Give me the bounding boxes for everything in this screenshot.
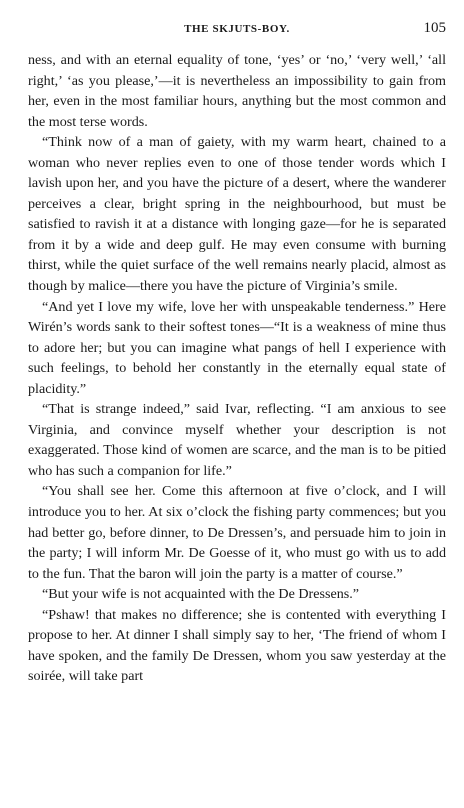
running-title: THE SKJUTS-BOY. — [184, 23, 290, 35]
paragraph: “Think now of a man of gaiety, with my warm heart, chained to a woman who never replies even to one of those tender words which I lavish upon her, and you have the picture of a desert, where the wanderer perceives a clear, bright spring in the neighbourhood, but must be satisfied to ravish it at a distance with longing gaze—for he is separated from it by a wide and deep gulf. He may even consume with burning thirst, while the quiet surface of the well remains nearly placid, almost as though by malice—there you have the picture of Virginia’s smile. — [28, 134, 446, 295]
page-number: 105 — [423, 20, 446, 36]
running-header — [28, 20, 446, 38]
paragraph: “That is strange indeed,” said Ivar, reflecting. “I am anxious to see Virginia, and convince myself whether your description is not exaggerated. Those kind of women are scarce, and the man is to be pitied who has such a companion for life.” — [28, 401, 446, 479]
paragraph: “Pshaw! that makes no difference; she is contented with everything I propose to her. At dinner I shall simply say to her, ‘The friend of whom I have spoken, and the family De Dressen, whom you saw yesterday at the soirée, will take part — [28, 606, 446, 685]
paragraph: “You shall see her. Come this afternoon at five o’clock, and I will introduce you to her. At six o’clock the fishing party commences; but you had better go, before dinner, to De Dressen’s, and persuade him to join in the party; I will inform Mr. De Goesse of it, who must go with us to add to the fun. That the baron will join the party is a matter of course.” — [28, 483, 446, 582]
body-text — [28, 50, 446, 687]
paragraph: “And yet I love my wife, love her with unspeakable tenderness.” Here Wirén’s words sank to their softest tones—“It is a weakness of mine thus to adore her; but you can imagine what pangs of hell I experience with such feelings, to behold her constantly in the eternally equal state of placidity.” — [28, 298, 446, 397]
paragraph: “But your wife is not acquainted with the De Dressens.” — [42, 586, 360, 603]
paragraph-continued: ness, and with an eternal equality of tone, ‘yes’ or ‘no,’ ‘very well,’ ‘all right,’ ‘as you please,’—it is nevertheless an impossibility to gain from her, even in the most familiar hours, anything but the most common and the most terse words. — [28, 52, 446, 130]
